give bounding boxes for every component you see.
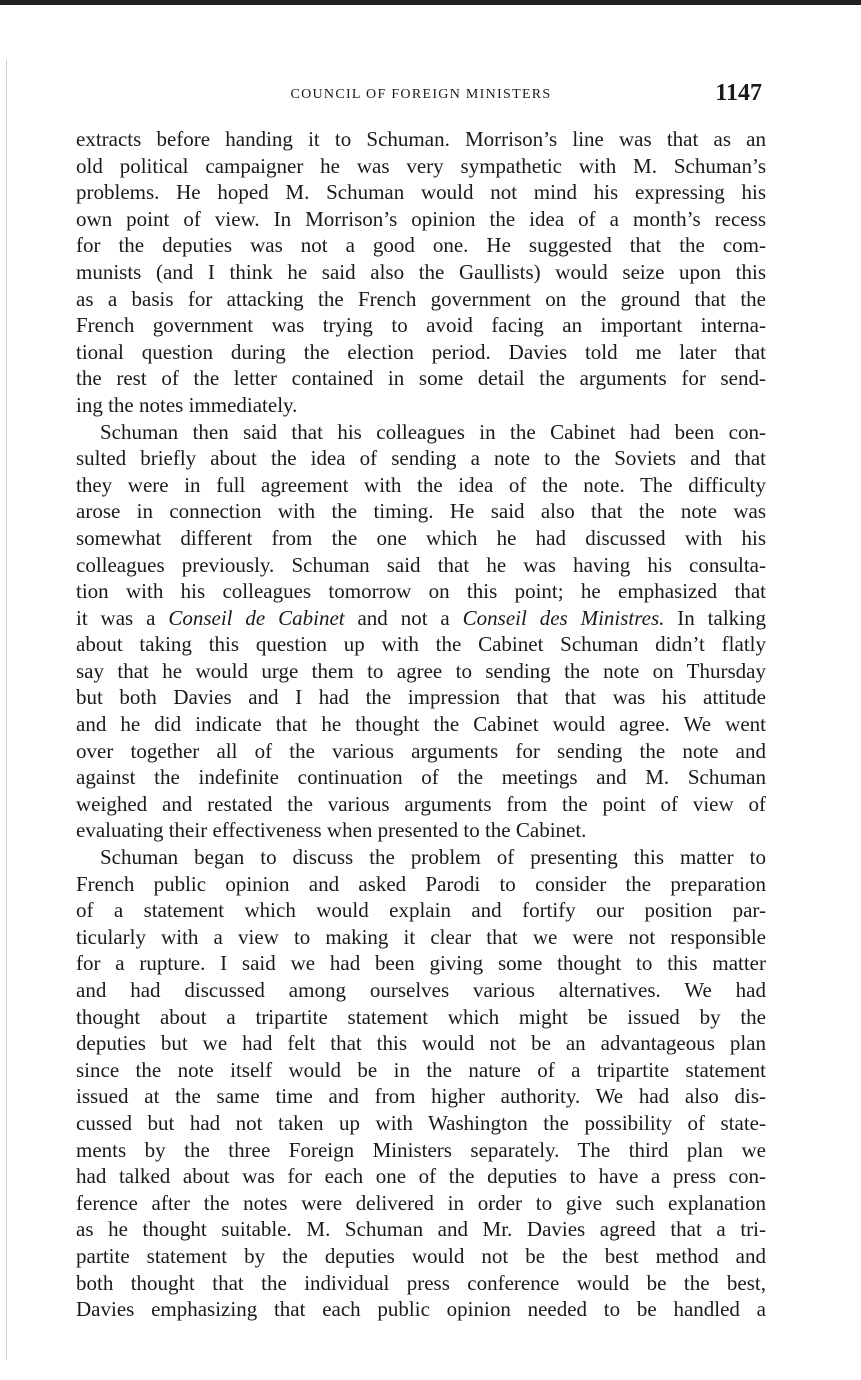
text-span: it was a bbox=[76, 605, 169, 630]
text-line: ference after the notes were delivered in order to give such explanation bbox=[76, 1190, 766, 1215]
text-line: as he thought suitable. M. Schuman and Mr. Davies agreed that a tri- bbox=[76, 1217, 766, 1242]
text-line: arose in connection with the timing. He said also that the note was bbox=[76, 499, 766, 524]
text-line: partite statement by the deputies would not be the best method and bbox=[76, 1243, 766, 1268]
text-line: tion with his colleagues tomorrow on this point; he emphasized that bbox=[76, 579, 766, 604]
text-line: French government was trying to avoid facing an important interna- bbox=[76, 313, 766, 338]
text-line: own point of view. In Morrison’s opinion the idea of a month’s recess bbox=[76, 206, 766, 231]
paragraph-first-line: Schuman began to discuss the problem of presenting this matter to bbox=[100, 845, 766, 870]
paragraph-first-line: Schuman then said that his colleagues in the Cabinet had been con- bbox=[100, 419, 766, 444]
text-line: had talked about was for each one of the deputies to have a press con- bbox=[76, 1164, 766, 1189]
text-line: and he did indicate that he thought the Cabinet would agree. We went bbox=[76, 712, 766, 737]
body-text bbox=[76, 126, 766, 1323]
top-border-rule bbox=[0, 0, 861, 5]
text-line: ments by the three Foreign Ministers separately. The third plan we bbox=[76, 1137, 766, 1162]
text-line: munists (and I think he said also the Gaullists) would seize upon this bbox=[76, 259, 766, 284]
text-line: weighed and restated the various arguments from the point of view of bbox=[76, 791, 766, 816]
text-line-with-italics bbox=[76, 605, 766, 632]
text-line: Davies emphasizing that each public opinion needed to be handled a bbox=[76, 1297, 766, 1322]
text-line: both thought that the individual press conference would be the best, bbox=[76, 1270, 766, 1295]
text-line: old political campaigner he was very sympathetic with M. Schuman’s bbox=[76, 153, 766, 178]
text-line: ticularly with a view to making it clear that we were not responsible bbox=[76, 924, 766, 949]
text-line: deputies but we had felt that this would not be an advantageous plan bbox=[76, 1031, 766, 1056]
text-line: problems. He hoped M. Schuman would not mind his expressing his bbox=[76, 180, 766, 205]
page-header bbox=[76, 76, 766, 116]
italic-term: Conseil des Ministres. bbox=[462, 605, 665, 630]
text-line: extracts before handing it to Schuman. Morrison’s line was that as an bbox=[76, 127, 766, 151]
text-line: of a statement which would explain and fortify our position par- bbox=[76, 898, 766, 923]
text-line: for the deputies was not a good one. He suggested that the com- bbox=[76, 233, 766, 258]
text-line: about taking this question up with the Cabinet Schuman didn’t flatly bbox=[76, 632, 766, 657]
text-line: and had discussed among ourselves various alternatives. We had bbox=[76, 978, 766, 1002]
text-line: ing the notes immediately. bbox=[76, 392, 298, 417]
running-head: COUNCIL OF FOREIGN MINISTERS bbox=[290, 87, 552, 102]
text-line: issued at the same time and from higher authority. We had also dis- bbox=[76, 1084, 766, 1109]
text-line: sulted briefly about the idea of sending a note to the Soviets and that bbox=[76, 446, 766, 471]
text-line: evaluating their effectiveness when presented to the Cabinet. bbox=[76, 818, 587, 843]
text-line: cussed but had not taken up with Washington the possibility of state- bbox=[76, 1110, 766, 1135]
text-line: tional question during the election period. Davies told me later that bbox=[76, 339, 766, 364]
text-line: as a basis for attacking the French government on the ground that the bbox=[76, 286, 766, 311]
text-line: thought about a tripartite statement which might be issued by the bbox=[76, 1004, 766, 1029]
text-line: somewhat different from the one which he had discussed with his bbox=[76, 525, 766, 550]
text-line: say that he would urge them to agree to sending the note on Thursday bbox=[76, 658, 766, 683]
text-line: colleagues previously. Schuman said that he was having his consulta- bbox=[76, 552, 766, 577]
text-span: In talking bbox=[664, 605, 766, 630]
text-line: over together all of the various arguments for sending the note and bbox=[76, 738, 766, 763]
italic-term: Conseil de Cabinet bbox=[168, 605, 345, 630]
page-number: 1147 bbox=[715, 80, 762, 106]
text-line: the rest of the letter contained in some detail the arguments for send- bbox=[76, 366, 766, 391]
text-span: and not a bbox=[344, 605, 463, 630]
text-line: French public opinion and asked Parodi to consider the preparation bbox=[76, 871, 766, 896]
page-edge-line bbox=[6, 60, 7, 1360]
text-line: since the note itself would be in the nature of a tripartite statement bbox=[76, 1057, 766, 1082]
text-line: but both Davies and I had the impression that that was his attitude bbox=[76, 685, 766, 710]
text-line: against the indefinite continuation of the meetings and M. Schuman bbox=[76, 765, 766, 790]
text-line: for a rupture. I said we had been giving some thought to this matter bbox=[76, 951, 766, 976]
text-line: they were in full agreement with the idea of the note. The difficulty bbox=[76, 472, 766, 497]
